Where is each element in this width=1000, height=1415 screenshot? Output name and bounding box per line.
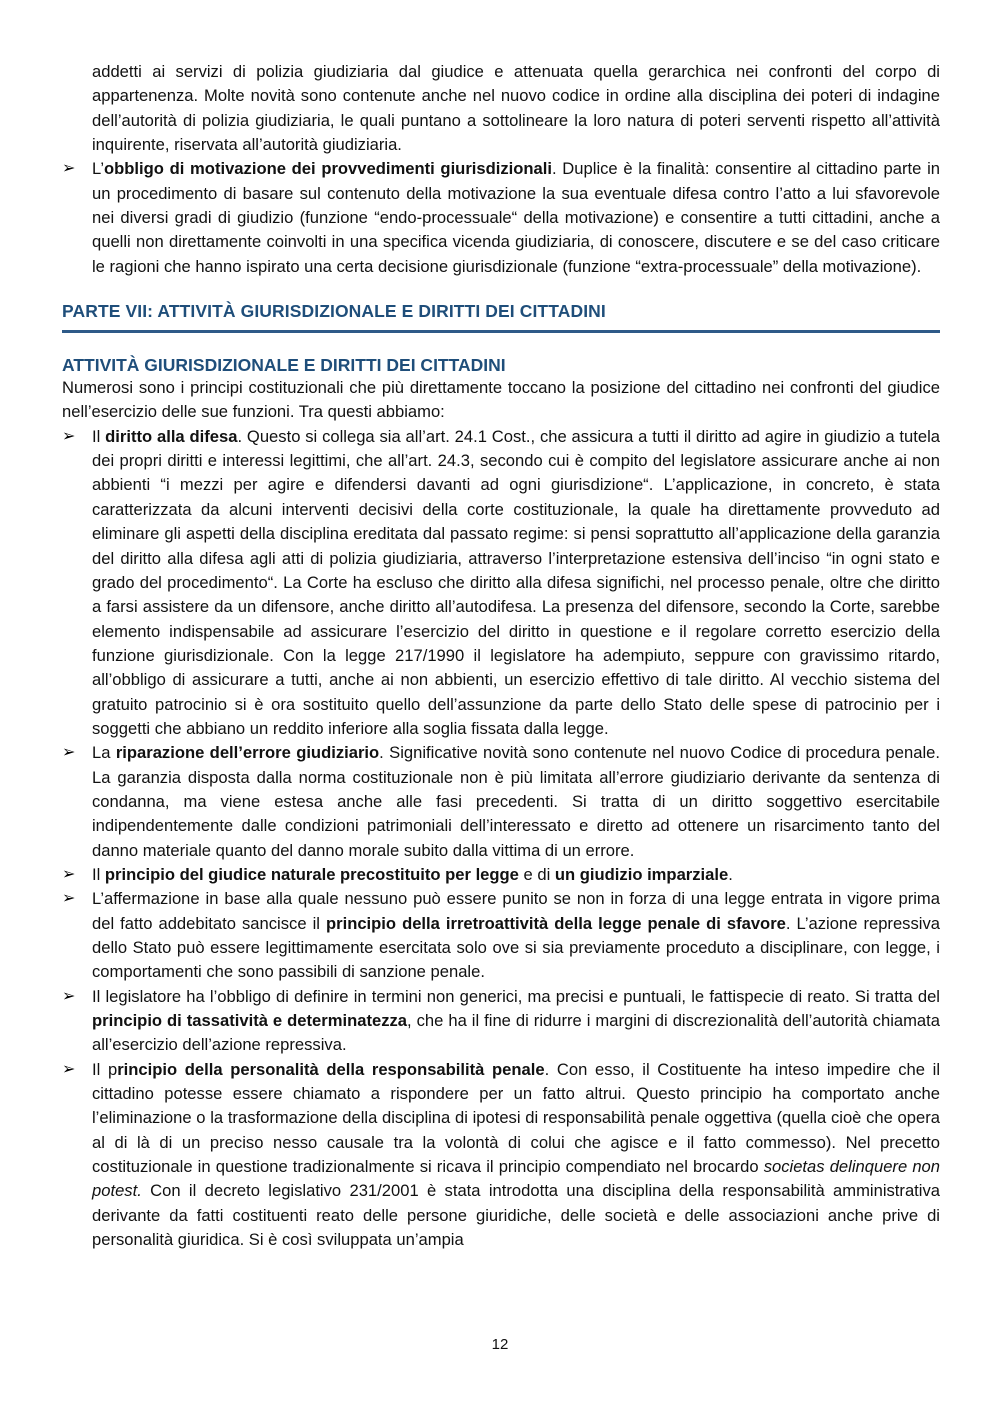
section-heading: ATTIVITÀ GIURISDIZIONALE E DIRITTI DEI CITTADINI xyxy=(62,355,506,376)
item-text-mid: e di xyxy=(518,864,555,884)
list-item-tassativita xyxy=(62,985,940,1058)
item-bold-term: obbligo di motivazione dei provvedimenti giurisdizionali xyxy=(104,159,552,179)
item-text: . Duplice è la finalità: consentire al cittadino parte in un procedimento di basare sul contenuto della motivazione la sua eventuale difesa contro l’atto a lui sfavorevole nei diversi gradi di giudizio (funzione “endo-processuale“ della motivazione) e consentire a tutti cittadini, anche a quelli non direttamente coinvolti in una specifica vicenda giudiziaria, di conoscere, discutere e se del caso criticare le ragioni che hanno ispirato una certa decisione giurisdizionale (funzione “extra-processuale” della motivazione). xyxy=(92,159,940,276)
list-item-irretroattivita xyxy=(62,887,940,984)
page-number: 12 xyxy=(491,1336,509,1353)
item-bold-term: diritto alla difesa xyxy=(105,426,238,446)
item-bold-term: principio della irretroattività della legge penale di sfavore xyxy=(325,913,786,933)
item-text: . Significative novità sono contenute nel nuovo Codice di procedura penale. La garanzia disposta dalla norma costituzionale non è più limitata all’errore giudiziario derivante da sentenza di condanna, ma viene estesa anche alle fasi precedenti. Si tratta di un diritto soggettivo esercitabile indipendentemente dalle condizioni patrimoniali dell’interessato e diretto ad ottenere un risarcimento tanto del danno materiale quanto del danno morale subito dalla vittima di un errore. xyxy=(92,743,940,860)
arrow-bullet-icon: ➢ xyxy=(62,160,76,178)
list-item-personalita-responsabilita xyxy=(62,1058,940,1253)
item-text-lead: Il legislatore ha l’obbligo di definire in termini non generici, ma precisi e puntuali, le fattispecie di reato. Si tratta del xyxy=(92,986,940,1006)
list-item-obbligo-motivazione xyxy=(62,157,940,279)
item-text-lead: L’ xyxy=(92,159,104,179)
item-bold-term-2: un giudizio imparziale xyxy=(554,864,729,884)
item-text: . xyxy=(728,864,733,884)
list-item-diritto-difesa xyxy=(62,425,940,741)
item-bold-term: rincipio della personalità della responsabilità penale xyxy=(117,1059,545,1079)
item-text-continued: Con il decreto legislativo 231/2001 è stata introdotta una disciplina della responsabilità amministrativa derivante da fatti costituenti reato delle persone giuridiche, delle società e delle associazioni anche prive di personalità giuridica. Si è così sviluppata un’ampia xyxy=(92,1181,940,1250)
list-item-giudice-naturale xyxy=(62,863,940,887)
item-bold-term: riparazione dell’errore giudiziario xyxy=(115,743,380,763)
item-text-lead: La xyxy=(92,743,116,763)
item-italic-brocardo: societas delinquere non potest. xyxy=(92,1157,941,1201)
arrow-bullet-icon: ➢ xyxy=(62,987,76,1005)
arrow-bullet-icon: ➢ xyxy=(62,744,76,762)
item-text: . Questo si collega sia all’art. 24.1 Cost., che assicura a tutti il diritto ad agire in giudizio a tutela dei propri diritti e interessi legittimi, che all’art. 24.3, secondo cui è compito del legislatore assicurare anche ai non abbienti “i mezzi per agire e difendersi davanti ad ogni giurisdizione“. L’applicazione, in concreto, è stata caratterizzata da alcuni interventi decisivi della corte costituzionale, la quale ha direttamente provveduto ad eliminare gli aspetti della disciplina ereditata dal passato regime: si pensi soprattutto all’applicazione della garanzia del diritto alla difesa agli atti di polizia giudiziaria, attraverso l’interpretazione estensiva dell’inciso “in ogni stato e grado del procedimento“. La Corte ha escluso che diritto alla difesa significhi, nel processo penale, oltre che diritto a farsi assistere da un difensore, anche diritto all’autodifesa. La presenza del difensore, secondo la Corte, sarebbe elemento indispensabile ad assicurare l’esercizio del diritto in questione e il regolare corretto esercizio della funzione giurisdizionale. Con la legge 217/1990 il legislatore ha adempiuto, seppure con gravissimo ritardo, all’obbligo di assicurare a tutti, anche ai non abbienti, un esercizio effettivo di tale diritto. Al vecchio sistema del gratuito patrocinio si è ora sostituito quello dell’assunzione da parte dello Stato delle spese di patrocinio per i soggetti che abbiano un reddito inferiore alla soglia fissata dalla legge. xyxy=(92,426,941,738)
item-text: . Con esso, il Costituente ha inteso impedire che il cittadino potesse essere chiamato a rispondere per un fatto altrui. Questo principio ha comportato anche l’eliminazione o la trasformazione della disciplina di ipotesi di responsabilità penale oggettiva (quella cioè che opera al di là di un preciso nesso causale tra la volontà di colui che agisce e il fatto commesso). Nel precetto costituzionale in questione tradizionalmente si ricava il principio compendiato nel brocardo xyxy=(92,1059,941,1177)
item-text: , che ha il fine di ridurre i margini di discrezionalità dell’autorità chiamata all’esercizio dell’azione repressiva. xyxy=(92,1011,940,1055)
item-text: . L’azione repressiva dello Stato può essere legittimamente esercitata solo ove si sia previamente proceduto a disciplinare, con legge, i comportamenti che sono passibili di sanzione penale. xyxy=(92,913,940,982)
list-item-errore-giudiziario xyxy=(62,741,940,863)
intro-paragraph: Numerosi sono i principi costituzionali che più direttamente toccano la posizione del cittadino nei confronti del giudice nell’esercizio delle sue funzioni. Tra questi abbiamo: xyxy=(62,378,940,422)
item-text-lead: Il xyxy=(92,426,106,446)
arrow-bullet-icon: ➢ xyxy=(62,427,76,445)
continuation-paragraph: addetti ai servizi di polizia giudiziaria dal giudice e attenuata quella gerarchica nei confronti del corpo di appartenenza. Molte novità sono contenute anche nel nuovo codice in ordine alla disciplina dei poteri di indagine dell’autorità di polizia giudiziaria, le quali puntano a sottolineare la loro natura di poteri serventi rispetto all’attività inquirente, riservata all’autorità giudiziaria. xyxy=(92,62,940,155)
item-text-lead: L’affermazione in base alla quale nessuno può essere punito se non in forza di una legge entrata in vigore prima del fatto addebitato sancisce il xyxy=(92,889,940,933)
arrow-bullet-icon: ➢ xyxy=(62,1060,76,1078)
item-text-lead: Il p xyxy=(92,1059,118,1079)
arrow-bullet-icon: ➢ xyxy=(62,890,76,908)
item-bold-term: principio del giudice naturale precostituito per legge xyxy=(104,864,519,884)
item-text-lead: Il xyxy=(92,864,105,884)
item-bold-term: principio di tassatività e determinatezza xyxy=(92,1011,408,1031)
part-heading: PARTE VII: ATTIVITÀ GIURISDIZIONALE E DIRITTI DEI CITTADINI xyxy=(62,301,940,333)
arrow-bullet-icon: ➢ xyxy=(62,865,76,883)
